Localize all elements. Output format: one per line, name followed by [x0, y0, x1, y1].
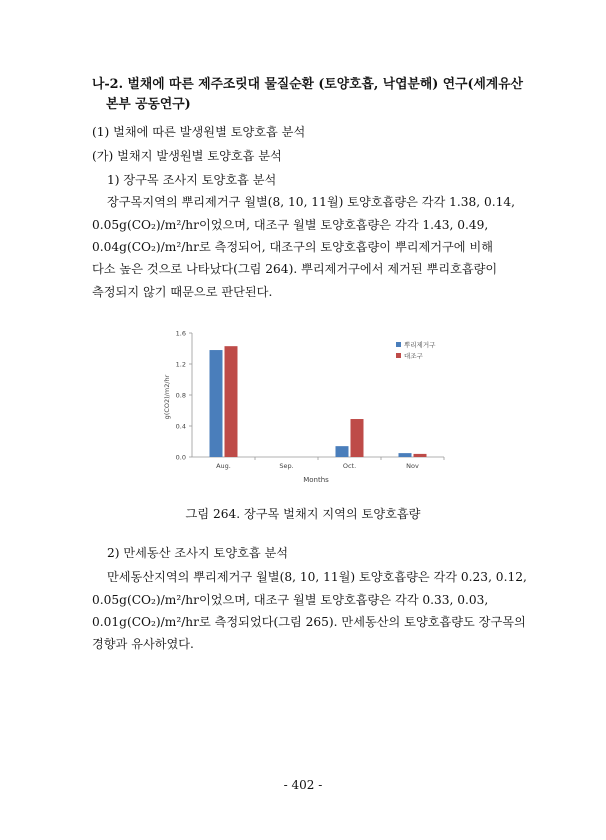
x-tick-label: Sep. [279, 462, 294, 470]
site1-para-line: 장구목지역의 뿌리제거구 월별(8, 10, 11월) 토양호흡량은 각각 1.38, 0.14, [107, 195, 516, 209]
x-tick-label: Nov [406, 462, 419, 470]
page-number: - 402 - [283, 778, 323, 792]
y-tick-label: 1.2 [175, 360, 186, 369]
bar-control-aug [225, 346, 238, 457]
subheading-2: (가) 벌채지 발생원별 토양호흡 분석 [92, 149, 282, 163]
subheading-1: (1) 벌채에 따른 발생원별 토양호흡 분석 [92, 125, 306, 139]
site2-para-line: 만세동산지역의 뿌리제거구 월별(8, 10, 11월) 토양호흡량은 각각 0.23, 0.12, [107, 570, 527, 584]
x-axis-label: Months [303, 476, 329, 484]
y-tick-label: 0.8 [175, 391, 186, 400]
site1-para-line: 다소 높은 것으로 나타났다(그림 264). 뿌리제거구에서 제거된 뿌리호흡량이 [92, 262, 498, 276]
section-heading-line1: 나-2. 벌채에 따른 제주조릿대 물질순환 (토양호흡, 낙엽분해) 연구(세계유산 [92, 77, 523, 92]
bar-root-removed-nov [399, 453, 412, 457]
legend-swatch [396, 342, 401, 347]
soil-respiration-chart [156, 321, 456, 491]
y-tick-label: 0.4 [175, 422, 186, 431]
legend-label: 뿌리제거구 [404, 341, 436, 349]
figure-caption: 그림 264. 장구목 벌채지 지역의 토양호흡량 [185, 507, 421, 521]
bar-control-oct [351, 419, 364, 457]
site1-para-line: 0.04g(CO₂)/m²/hr로 측정되어, 대조구의 토양호흡량이 뿌리제거구에 비해 [92, 240, 494, 254]
y-tick-label: 0.0 [175, 453, 186, 462]
site2-para-line: 경향과 유사하였다. [92, 637, 194, 651]
legend-label: 대조구 [404, 352, 423, 360]
site1-para-line: 0.05g(CO₂)/m²/hr이었으며, 대조구 월별 토양호흡량은 각각 1.43, 0.49, [92, 218, 489, 232]
bar-root-removed-oct [336, 446, 349, 457]
site1-title: 1) 장구목 조사지 토양호흡 분석 [107, 173, 277, 187]
site2-para-line: 0.05g(CO₂)/m²/hr이었으며, 대조구 월별 토양호흡량은 각각 0.33, 0.03, [92, 593, 489, 607]
bar-control-nov [414, 454, 427, 457]
site1-para-line: 측정되지 않기 때문으로 판단된다. [92, 285, 273, 299]
x-tick-label: Oct. [342, 462, 357, 470]
legend-swatch [396, 353, 401, 358]
site2-title: 2) 만세동산 조사지 토양호흡 분석 [107, 546, 289, 560]
section-heading-line2: 본부 공동연구) [106, 97, 191, 112]
site2-para-line: 0.01g(CO₂)/m²/hr로 측정되었다(그림 265). 만세동산의 토양호흡량도 장구목의 [92, 615, 526, 629]
y-tick-label: 1.6 [175, 329, 186, 338]
bar-root-removed-aug [210, 350, 223, 457]
y-axis-label: g(CO2)/m2/hr [163, 374, 171, 420]
x-tick-label: Aug. [216, 462, 231, 470]
